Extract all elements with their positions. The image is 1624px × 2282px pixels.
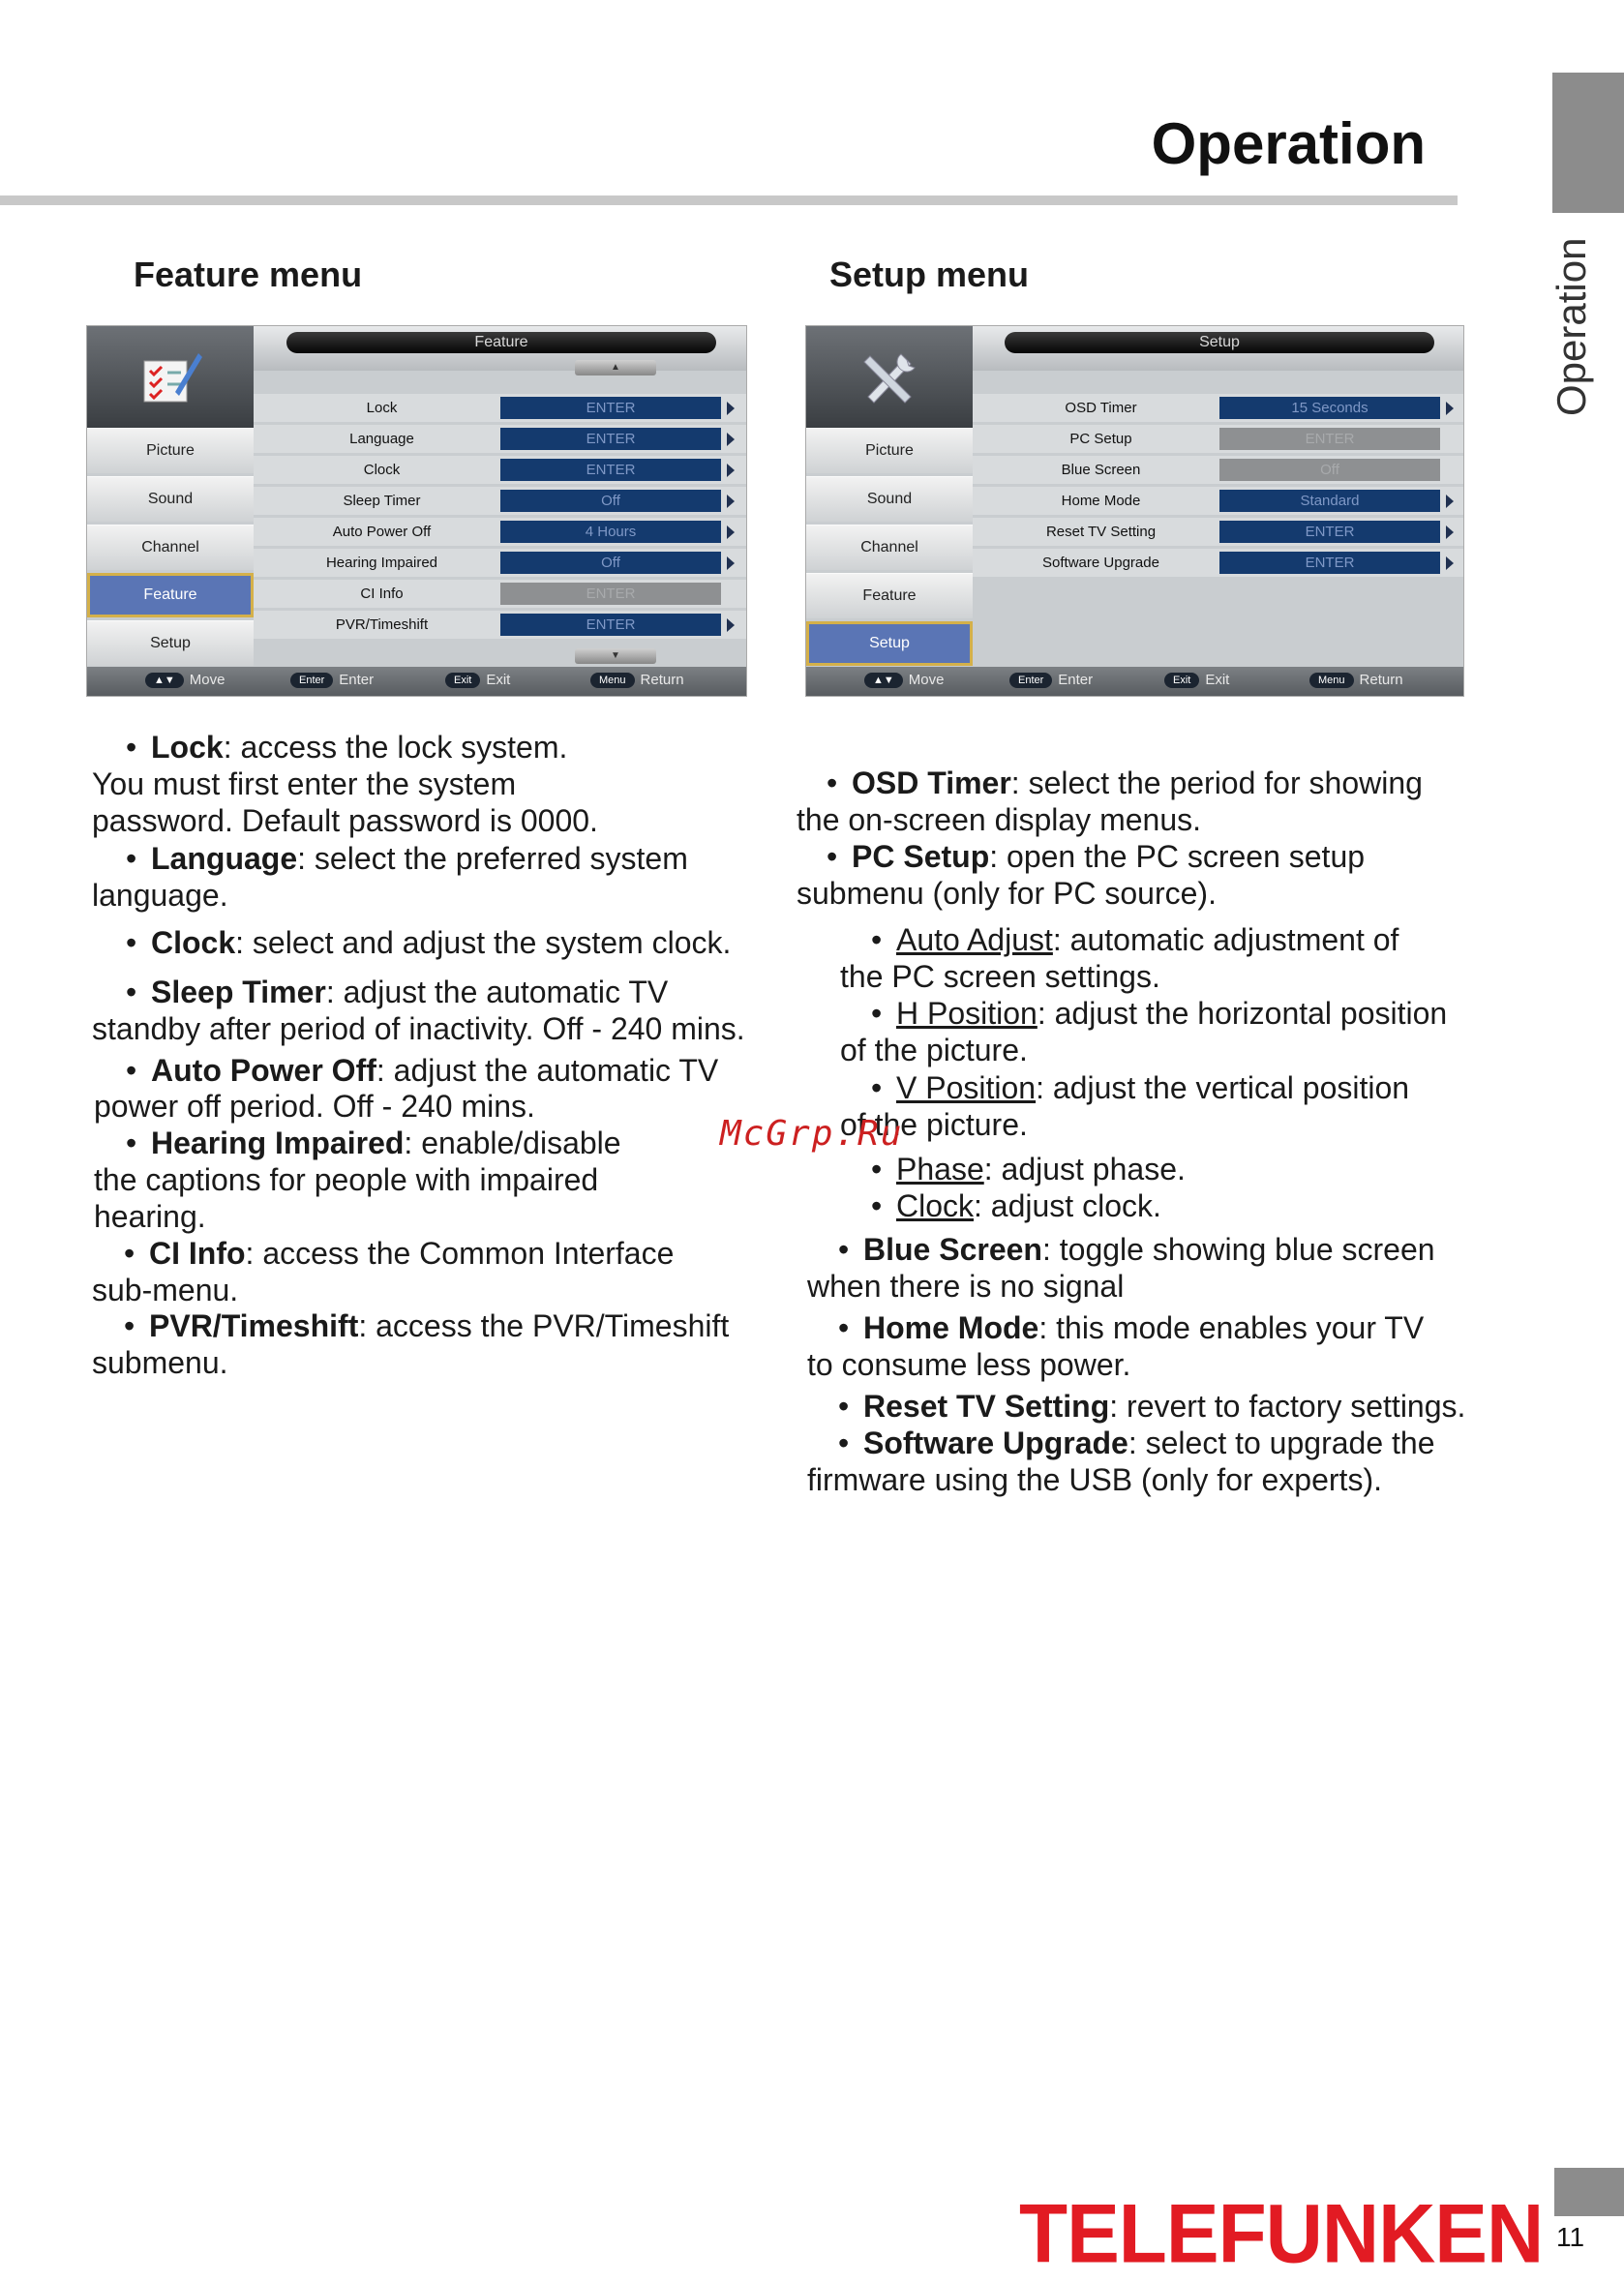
chevron-right-icon[interactable]: [727, 495, 735, 508]
menu-row-label: PVR/Timeshift: [335, 616, 429, 633]
feature-item-clock: • Clock: select and adjust the system clock.: [126, 925, 732, 960]
chevron-right-icon[interactable]: [727, 525, 735, 539]
setup-menu-icon: [806, 326, 973, 428]
menu-row-label: Reset TV Setting: [1045, 524, 1157, 540]
side-tab-marker: [1552, 73, 1624, 213]
menu-row-ci-info[interactable]: [254, 580, 746, 608]
footer-hint-return: [1309, 672, 1403, 688]
feature-item-language-cont: language.: [92, 878, 228, 913]
feature-item-pvr-timeshift-cont: submenu.: [92, 1345, 228, 1380]
chevron-right-icon[interactable]: [1446, 495, 1454, 508]
remote-key-icon: Exit: [445, 673, 480, 688]
menu-row-clock[interactable]: [254, 456, 746, 484]
setup-item-pc-setup: • PC Setup: open the PC screen setup: [827, 839, 1366, 874]
menu-row-label: CI Info: [360, 586, 404, 602]
brand-logo: TELEFUNKEN: [1019, 2187, 1544, 2281]
menu-row-hearing-impaired[interactable]: [254, 549, 746, 577]
menu-row-label: Software Upgrade: [1042, 555, 1159, 571]
menu-row-blue-screen[interactable]: [973, 456, 1463, 484]
remote-key-icon: Enter: [1009, 673, 1052, 688]
setup-osd-screenshot: [805, 325, 1464, 697]
menu-row-value[interactable]: ENTER: [500, 428, 721, 450]
feature-item-sleep-timer-cont: standby after period of inactivity. Off - 240 mins.: [92, 1011, 745, 1046]
menu-row-label: Lock: [366, 400, 398, 416]
chevron-right-icon[interactable]: [1446, 556, 1454, 570]
sidebar-item-setup[interactable]: Setup: [806, 621, 973, 666]
menu-row-label: Auto Power Off: [332, 524, 432, 540]
setup-subitem-phase: • Phase: adjust phase.: [871, 1152, 1186, 1186]
setup-item-software-upgrade: • Software Upgrade: select to upgrade the: [838, 1426, 1435, 1460]
footer-hint-move: [145, 672, 225, 688]
setup-item-blue-screen-cont: when there is no signal: [807, 1269, 1125, 1304]
menu-row-value[interactable]: ENTER: [1219, 428, 1440, 450]
menu-row-value[interactable]: 4 Hours: [500, 521, 721, 543]
sidebar-item-feature[interactable]: Feature: [806, 573, 973, 618]
menu-row-sleep-timer[interactable]: [254, 487, 746, 515]
feature-item-sleep-timer: • Sleep Timer: adjust the automatic TV: [126, 975, 669, 1009]
menu-row-language[interactable]: [254, 425, 746, 453]
setup-item-home-mode-cont: to consume less power.: [807, 1347, 1131, 1382]
setup-menu-heading: Setup menu: [829, 255, 1030, 294]
menu-row-label: OSD Timer: [1065, 400, 1137, 416]
menu-row-reset-tv-setting[interactable]: [973, 518, 1463, 546]
menu-row-value[interactable]: ENTER: [1219, 552, 1440, 574]
setup-item-software-upgrade-cont: firmware using the USB (only for experts).: [807, 1462, 1382, 1497]
feature-item-pvr-timeshift: • PVR/Timeshift: access the PVR/Timeshift: [124, 1308, 730, 1343]
setup-item-pc-setup-cont: submenu (only for PC source).: [797, 876, 1217, 911]
remote-key-icon: ▲▼: [145, 673, 184, 688]
page-number: 11: [1556, 2222, 1585, 2252]
osd-footer: [806, 667, 1463, 696]
footer-hint-label: Exit: [1205, 672, 1230, 688]
sidebar-item-setup[interactable]: Setup: [87, 620, 254, 666]
remote-key-icon: Menu: [590, 673, 635, 688]
menu-row-value[interactable]: ENTER: [500, 459, 721, 481]
feature-item-language: • Language: select the preferred system: [126, 841, 688, 876]
footer-hint-label: Enter: [1058, 672, 1094, 688]
menu-row-value[interactable]: Off: [1219, 459, 1440, 481]
footer-hint-label: Move: [189, 672, 226, 688]
page-title: Operation: [1151, 111, 1426, 176]
sidebar-item-channel[interactable]: Channel: [806, 525, 973, 570]
sidebar-item-channel[interactable]: Channel: [87, 525, 254, 570]
setup-item-blue-screen: • Blue Screen: toggle showing blue screen: [838, 1232, 1435, 1267]
setup-subitem-h-position: • H Position: adjust the horizontal position: [871, 996, 1448, 1031]
feature-item-hearing-impaired-cont1: the captions for people with impaired: [94, 1162, 599, 1197]
footer-hint-label: Move: [908, 672, 945, 688]
footer-hint-label: Return: [640, 672, 684, 688]
osd-title: Setup: [1005, 332, 1434, 353]
setup-subitem-v-position-cont: of the picture.: [840, 1107, 1028, 1142]
menu-row-label: Home Mode: [1061, 493, 1141, 509]
menu-row-value[interactable]: ENTER: [500, 397, 721, 419]
menu-row-label: Blue Screen: [1061, 462, 1141, 478]
feature-item-lock: • Lock: access the lock system.: [126, 730, 568, 765]
menu-row-label: Language: [349, 431, 414, 447]
footer-hint-exit: [1164, 672, 1229, 688]
sidebar-item-feature[interactable]: Feature: [87, 573, 254, 617]
feature-menu-icon: [87, 326, 254, 428]
remote-key-icon: Enter: [290, 673, 333, 688]
chevron-right-icon[interactable]: [727, 618, 735, 632]
feature-menu-heading: Feature menu: [134, 255, 363, 294]
chevron-right-icon[interactable]: [1446, 402, 1454, 415]
feature-item-auto-power-off-cont: power off period. Off - 240 mins.: [94, 1089, 535, 1124]
feature-item-hearing-impaired: • Hearing Impaired: enable/disable: [126, 1126, 621, 1160]
footer-hint-move: [864, 672, 944, 688]
menu-row-value[interactable]: ENTER: [1219, 521, 1440, 543]
sidebar-item-sound[interactable]: Sound: [806, 476, 973, 522]
osd-rows: [254, 394, 746, 642]
header-divider: [0, 195, 1458, 205]
watermark: McGrp.Ru: [720, 1114, 904, 1154]
osd-footer: [87, 667, 746, 696]
scroll-down-indicator[interactable]: ▼: [575, 648, 656, 664]
setup-subitem-auto-adjust: • Auto Adjust: automatic adjustment of: [871, 922, 1399, 957]
feature-item-lock-cont2: password. Default password is 0000.: [92, 803, 598, 838]
footer-hint-enter: [290, 672, 374, 688]
chevron-right-icon[interactable]: [1446, 525, 1454, 539]
footer-hint-enter: [1009, 672, 1093, 688]
side-tab-label: Operation: [1549, 237, 1594, 416]
sidebar-item-sound[interactable]: Sound: [87, 476, 254, 522]
menu-row-value[interactable]: Off: [500, 490, 721, 512]
footer-hint-label: Enter: [339, 672, 375, 688]
footer-hint-label: Return: [1359, 672, 1403, 688]
feature-item-ci-info-cont: sub-menu.: [92, 1273, 239, 1307]
osd-title: Feature: [286, 332, 716, 353]
setup-subitem-v-position: • V Position: adjust the vertical position: [871, 1070, 1410, 1105]
sidebar-item-picture[interactable]: Picture: [87, 428, 254, 473]
footer-hint-label: Exit: [486, 672, 511, 688]
feature-osd-screenshot: [86, 325, 747, 697]
osd-sidebar: [87, 428, 254, 669]
menu-row-software-upgrade[interactable]: [973, 549, 1463, 577]
setup-item-reset-tv-setting: • Reset TV Setting: revert to factory settings.: [838, 1389, 1466, 1424]
menu-row-auto-power-off[interactable]: [254, 518, 746, 546]
setup-subitem-h-position-cont: of the picture.: [840, 1033, 1028, 1067]
menu-row-osd-timer[interactable]: [973, 394, 1463, 422]
menu-row-label: PC Setup: [1069, 431, 1132, 447]
feature-item-lock-cont1: You must first enter the system: [92, 766, 517, 801]
remote-key-icon: Menu: [1309, 673, 1354, 688]
sidebar-item-picture[interactable]: Picture: [806, 428, 973, 473]
menu-row-home-mode[interactable]: [973, 487, 1463, 515]
chevron-right-icon[interactable]: [727, 433, 735, 446]
scroll-up-indicator[interactable]: ▲: [575, 360, 656, 375]
menu-row-value[interactable]: ENTER: [500, 583, 721, 605]
page-number-marker: [1554, 2168, 1624, 2216]
chevron-right-icon[interactable]: [727, 464, 735, 477]
chevron-right-icon[interactable]: [727, 402, 735, 415]
setup-subitem-clock: • Clock: adjust clock.: [871, 1188, 1161, 1223]
footer-hint-exit: [445, 672, 510, 688]
osd-rows: [973, 394, 1463, 580]
menu-row-value[interactable]: 15 Seconds: [1219, 397, 1440, 419]
menu-row-label: Clock: [363, 462, 401, 478]
chevron-right-icon[interactable]: [727, 556, 735, 570]
menu-row-label: Hearing Impaired: [325, 555, 438, 571]
menu-row-value[interactable]: ENTER: [500, 614, 721, 636]
menu-row-pvr-timeshift[interactable]: [254, 611, 746, 639]
feature-item-hearing-impaired-cont2: hearing.: [94, 1199, 206, 1234]
setup-item-osd-timer: • OSD Timer: select the period for showing: [827, 766, 1423, 800]
setup-item-home-mode: • Home Mode: this mode enables your TV: [838, 1310, 1425, 1345]
menu-row-value[interactable]: Off: [500, 552, 721, 574]
menu-row-value[interactable]: Standard: [1219, 490, 1440, 512]
remote-key-icon: Exit: [1164, 673, 1199, 688]
osd-sidebar: [806, 428, 973, 669]
menu-row-lock[interactable]: [254, 394, 746, 422]
menu-row-pc-setup[interactable]: [973, 425, 1463, 453]
remote-key-icon: ▲▼: [864, 673, 903, 688]
feature-item-ci-info: • CI Info: access the Common Interface: [124, 1236, 675, 1271]
menu-row-label: Sleep Timer: [343, 493, 421, 509]
feature-item-auto-power-off: • Auto Power Off: adjust the automatic TV: [126, 1053, 719, 1088]
setup-item-osd-timer-cont: the on-screen display menus.: [797, 802, 1201, 837]
setup-subitem-auto-adjust-cont: the PC screen settings.: [840, 959, 1160, 994]
footer-hint-return: [590, 672, 684, 688]
